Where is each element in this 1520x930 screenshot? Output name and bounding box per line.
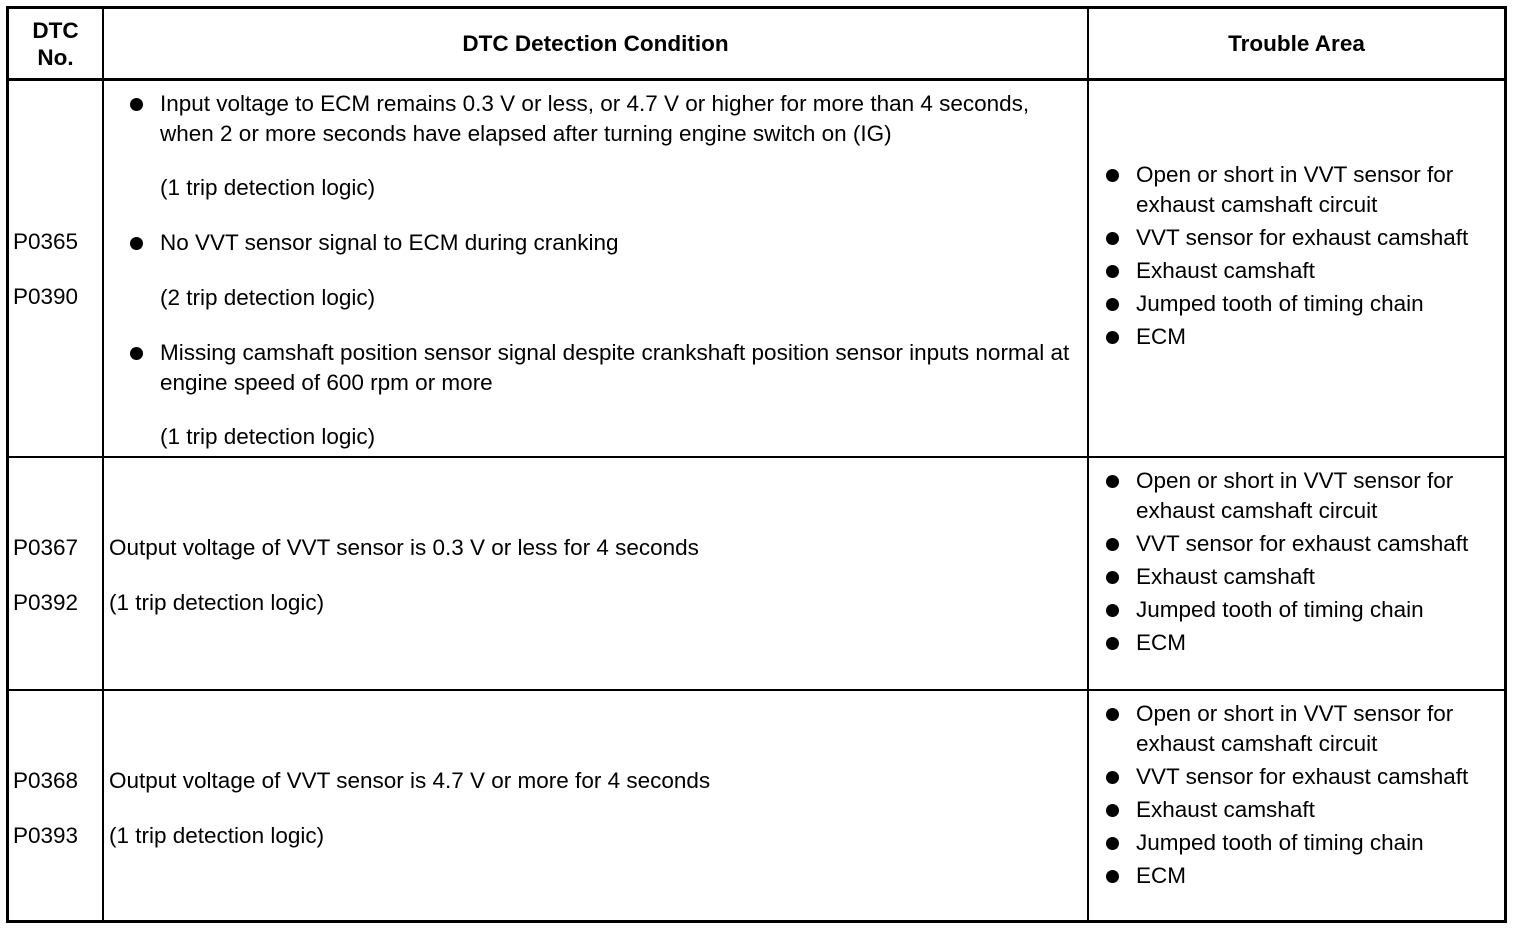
- condition-text: Output voltage of VVT sensor is 0.3 V or less for 4 seconds: [109, 535, 699, 560]
- trouble-text: Exhaust camshaft: [1136, 797, 1315, 822]
- condition-item: [110, 228, 1085, 258]
- detection-logic: (1 trip detection logic): [109, 823, 325, 848]
- trouble-item: [1090, 160, 1502, 220]
- trouble-item: [1090, 828, 1502, 858]
- trouble-text: Jumped tooth of timing chain: [1136, 291, 1424, 316]
- trouble-text: Jumped tooth of timing chain: [1136, 830, 1424, 855]
- bullet-icon: [130, 237, 143, 250]
- row1-trouble-area: [1090, 160, 1502, 352]
- condition-text: Output voltage of VVT sensor is 4.7 V or more for 4 seconds: [109, 768, 711, 793]
- header-condition-label: DTC Detection Condition: [462, 31, 729, 56]
- condition-text: No VVT sensor signal to ECM during cranking: [160, 230, 619, 255]
- trouble-text: ECM: [1136, 630, 1186, 655]
- condition-text: Missing camshaft position sensor signal despite crankshaft position sensor inputs normal at engine speed of 600 rpm or more: [160, 340, 1070, 395]
- header-divider: [9, 78, 1504, 81]
- bullet-icon: [130, 98, 143, 111]
- row2-trouble-area: [1090, 466, 1502, 658]
- dtc-code: P0368: [13, 768, 79, 793]
- bullet-icon: [1106, 870, 1119, 883]
- trouble-item: [1090, 795, 1502, 825]
- trouble-text: Open or short in VVT sensor for exhaust camshaft circuit: [1136, 162, 1454, 217]
- trouble-item: [1090, 699, 1502, 759]
- trouble-item: [1090, 562, 1502, 592]
- dtc-code: P0392: [13, 590, 79, 615]
- condition-item: [110, 89, 1085, 149]
- dtc-code: P0365: [13, 229, 79, 254]
- trouble-text: Jumped tooth of timing chain: [1136, 597, 1424, 622]
- condition-item: [110, 338, 1085, 398]
- bullet-icon: [1106, 265, 1119, 278]
- trouble-text: ECM: [1136, 324, 1186, 349]
- row2-dtc-codes: [13, 533, 101, 643]
- condition-text: Input voltage to ECM remains 0.3 V or less, or 4.7 V or higher for more than 4 seconds, when 2 or more seconds have elapsed after turning engine switch on (IG): [160, 91, 1030, 146]
- trouble-text: Exhaust camshaft: [1136, 564, 1315, 589]
- row2-detection-condition: [109, 533, 1084, 643]
- row1-dtc-codes: [13, 227, 101, 337]
- column-divider: [102, 9, 104, 920]
- trouble-item: [1090, 223, 1502, 253]
- bullet-icon: [1106, 837, 1119, 850]
- bullet-icon: [1106, 331, 1119, 344]
- header-trouble-area: [1089, 9, 1504, 78]
- header-trouble-area-label: Trouble Area: [1228, 31, 1365, 56]
- trouble-text: Open or short in VVT sensor for exhaust camshaft circuit: [1136, 468, 1454, 523]
- dtc-code: P0367: [13, 535, 79, 560]
- bullet-icon: [1106, 571, 1119, 584]
- bullet-icon: [130, 347, 143, 360]
- header-dtc-no: [9, 9, 102, 78]
- trouble-text: VVT sensor for exhaust camshaft: [1136, 531, 1469, 556]
- trouble-item: [1090, 529, 1502, 559]
- header-condition: [104, 9, 1087, 78]
- row3-trouble-area: [1090, 699, 1502, 891]
- bullet-icon: [1106, 538, 1119, 551]
- bullet-icon: [1106, 771, 1119, 784]
- trouble-text: Open or short in VVT sensor for exhaust camshaft circuit: [1136, 701, 1454, 756]
- dtc-table: [6, 6, 1507, 923]
- row3-detection-condition: [109, 766, 1084, 876]
- bullet-icon: [1106, 804, 1119, 817]
- detection-logic: (2 trip detection logic): [160, 285, 376, 310]
- trouble-text: VVT sensor for exhaust camshaft: [1136, 225, 1469, 250]
- row-divider: [9, 689, 1504, 691]
- trouble-text: ECM: [1136, 863, 1186, 888]
- trouble-item: [1090, 628, 1502, 658]
- header-dtc-no-label: DTC No.: [32, 17, 79, 70]
- row1-detection-condition: [110, 89, 1085, 452]
- bullet-icon: [1106, 169, 1119, 182]
- bullet-icon: [1106, 708, 1119, 721]
- bullet-icon: [1106, 475, 1119, 488]
- bullet-icon: [1106, 637, 1119, 650]
- trouble-text: Exhaust camshaft: [1136, 258, 1315, 283]
- trouble-text: VVT sensor for exhaust camshaft: [1136, 764, 1469, 789]
- column-divider: [1087, 9, 1089, 920]
- dtc-code: P0393: [13, 823, 79, 848]
- bullet-icon: [1106, 298, 1119, 311]
- trouble-item: [1090, 322, 1502, 352]
- trouble-item: [1090, 256, 1502, 286]
- trouble-item: [1090, 861, 1502, 891]
- trouble-item: [1090, 466, 1502, 526]
- row-divider: [9, 456, 1504, 458]
- bullet-icon: [1106, 604, 1119, 617]
- trouble-item: [1090, 595, 1502, 625]
- bullet-icon: [1106, 232, 1119, 245]
- trouble-item: [1090, 289, 1502, 319]
- dtc-code: P0390: [13, 284, 79, 309]
- row3-dtc-codes: [13, 766, 101, 876]
- detection-logic: (1 trip detection logic): [109, 590, 325, 615]
- detection-logic: (1 trip detection logic): [160, 175, 376, 200]
- trouble-item: [1090, 762, 1502, 792]
- detection-logic: (1 trip detection logic): [160, 424, 376, 449]
